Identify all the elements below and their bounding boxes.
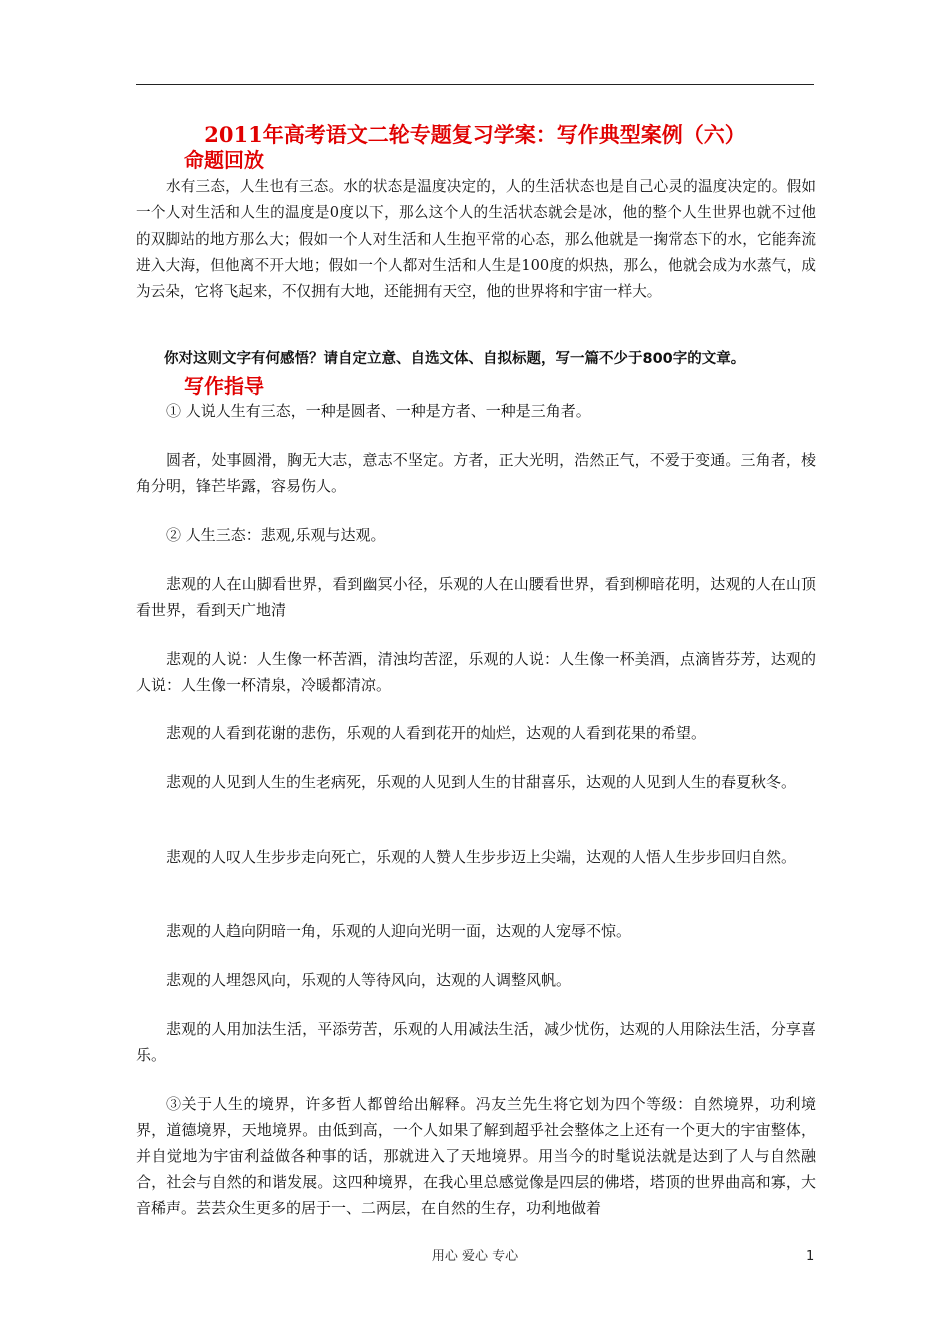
guidance-paragraph-9: 悲观的人趋向阴暗一角，乐观的人迎向光明一面，达观的人宠辱不惊。 (166, 922, 632, 940)
section-heading-proposition: 命题回放 (184, 148, 264, 172)
guidance-paragraph-4: 悲观的人在山脚看世界，看到幽冥小径，乐观的人在山腰看世界，看到柳暗花明，达观的人在山顶看世界，看到天广地清 (136, 575, 816, 619)
guidance-paragraph-1: ① 人说人生有三态，一种是圆者、一种是方者、一种是三角者。 (166, 402, 591, 420)
guidance-paragraph-11: 悲观的人用加法生活，平添劳苦，乐观的人用减法生活，减少忧伤，达观的人用除法生活，分享喜乐。 (136, 1020, 816, 1064)
guidance-paragraph-6: 悲观的人看到花谢的悲伤，乐观的人看到花开的灿烂，达观的人看到花果的希望。 (166, 724, 707, 742)
document-title: 2011年高考语文二轮专题复习学案：写作典型案例（六） (204, 122, 746, 147)
section-heading-guidance: 写作指导 (184, 374, 264, 398)
page-footer: 用心 爱心 专心 (431, 1249, 519, 1264)
intro-paragraph: 水有三态，人生也有三态。水的状态是温度决定的，人的生活状态也是自己心灵的温度决定的。假如一个人对生活和人生的温度是0度以下，那么这个人的生活状态就会是冰，他的整个人生世界也就不过他的双脚站的地方那么大；假如一个人对生活和人生抱平常的心态，那么他就是一掬常态下的水，它能奔流进入大海，但他离不开大地；假如一个人都对生活和人生是100度的炽热，那么，他就会成为水蒸气，成为云朵，它将飞起来，不仅拥有大地，还能拥有天空，他的世界将和宇宙一样大。 (136, 178, 816, 301)
page-number: 1 (806, 1249, 815, 1264)
guidance-paragraph-7: 悲观的人见到人生的生老病死，乐观的人见到人生的甘甜喜乐，达观的人见到人生的春夏秋冬。 (166, 773, 797, 791)
writing-prompt: 你对这则文字有何感悟？请自定立意、自选文体、自拟标题，写一篇不少于800字的文章。 (164, 351, 746, 367)
guidance-paragraph-10: 悲观的人埋怨风向，乐观的人等待风向，达观的人调整风帆。 (166, 971, 572, 989)
guidance-paragraph-12: ③关于人生的境界，许多哲人都曾给出解释。冯友兰先生将它划为四个等级：自然境界，功利境界，道德境界，天地境界。由低到高，一个人如果了解到超乎社会整体之上还有一个更大的宇宙整体，并自觉地为宇宙利益做各种事的话，那就进入了天地境界。用当今的时髦说法就是达到了人与自然融合，社会与自然的和谐发展。这四种境界，在我心里总感觉像是四层的佛塔，塔顶的世界曲高和寡，大音稀声。芸芸众生更多的居于一、二两层，在自然的生存，功利地做着 (136, 1095, 816, 1217)
guidance-paragraph-5: 悲观的人说：人生像一杯苦酒，清浊均苦涩，乐观的人说：人生像一杯美酒，点滴皆芬芳，达观的人说：人生像一杯清泉，冷暖都清凉。 (136, 650, 816, 694)
guidance-paragraph-2: 圆者，处事圆滑，胸无大志，意志不坚定。方者，正大光明，浩然正气，不爱于变通。三角者，棱角分明，锋芒毕露，容易伤人。 (136, 451, 816, 495)
guidance-paragraph-3: ② 人生三态：悲观,乐观与达观。 (166, 526, 386, 544)
header-rule (136, 84, 814, 85)
guidance-paragraph-8: 悲观的人叹人生步步走向死亡，乐观的人赞人生步步迈上尖端，达观的人悟人生步步回归自然。 (166, 848, 797, 866)
